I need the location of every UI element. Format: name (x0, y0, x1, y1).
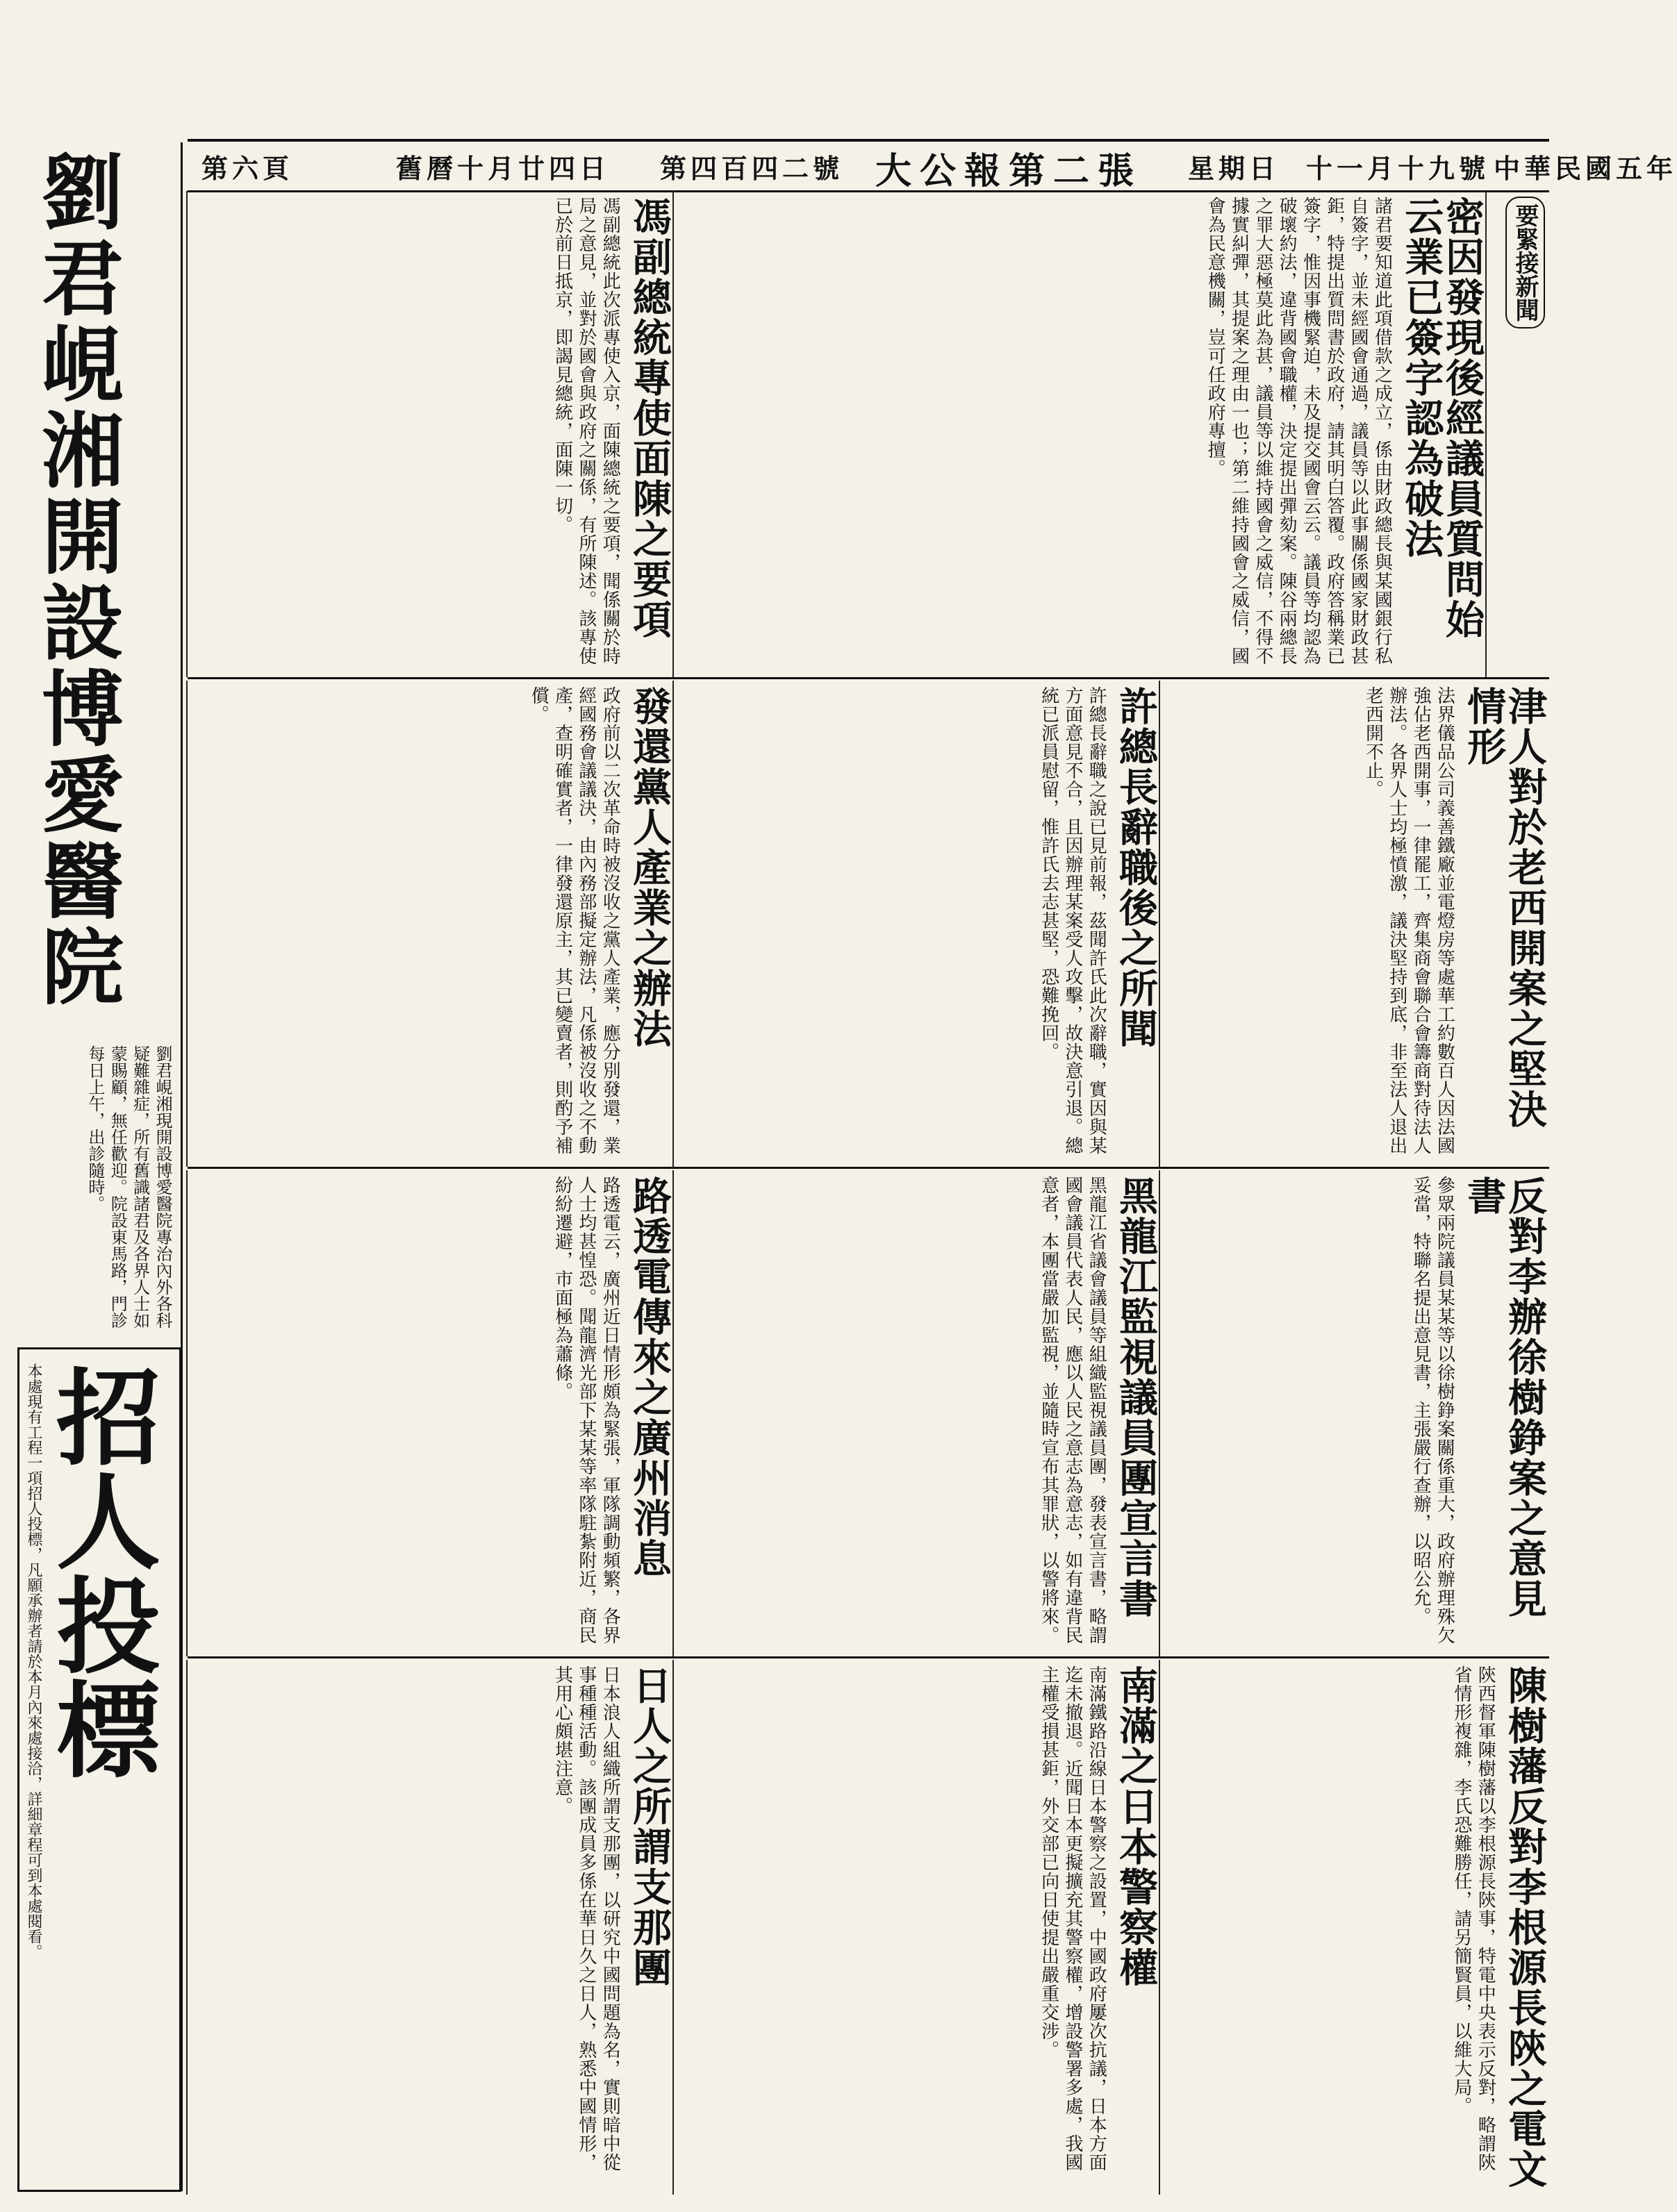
article-6 (1159, 1170, 1549, 1656)
section-tag-column (1485, 191, 1549, 677)
page-label: 第六頁 (201, 153, 294, 184)
tender-ad-title: 招人投標 (38, 1363, 160, 1780)
article-11-headline: 陳樹藩反對李根源長陝之電文 (1502, 1665, 1548, 2189)
article-6-body: 參眾兩院議員某某等以徐樹錚案關係重大，政府辦理殊欠妥當，特聯名提出意見書，主張嚴行查辦，以昭公允。 (1410, 1176, 1455, 1645)
article-9-body: 南滿鐵路沿線日本警察之設置，中國政府屢次抗議，日本方面迄未撤退。近聞日本更擬擴充其警察權，增設警署多處，我國主權受損甚鉅，外交部已向日使提出嚴重交涉。 (1038, 1665, 1107, 2172)
article-2 (186, 191, 674, 677)
article-11-body: 陝西督軍陳樹藩以李根源長陝事，特電中央表示反對，略謂陝省情形複雜，李氏恐難勝任，請另簡賢員，以維大局。 (1451, 1665, 1496, 2172)
article-7-body: 黑龍江省議會議員等組織監視議員團，發表宣言書，略謂國會議員代表人民，應以人民之意志為意志，如有違背民意者，本團當嚴加監視，並隨時宣布其罪狀，以警將來。 (1038, 1176, 1107, 1645)
article-1-body: 諸君要知道此項借款之成立，係由財政總長與某國銀行私自簽字，並未經國會通過，議員等以此事關係國家財政甚鉅，特提出質問書於政府，請其明白答覆。政府答稱業已簽字，惟因事機緊迫，未及提交國會云云。議員等均認為破壞約法，違背國會職權，決定提出彈劾案。陳谷兩總長之罪大惡極莫此為甚，議員等以維持國會之威信，不得不據實糾彈，其提案之理由一也；第二維持國會之威信，國會為民意機關，豈可任政府專擅。 (1205, 197, 1393, 665)
issue-number: 第四百四二號 (660, 153, 844, 184)
weekday: 星期日 (1188, 153, 1280, 184)
clinic-ad-title: 劉君峴湘開設博愛醫院 (28, 149, 124, 1011)
tender-ad-body: 本處現有工程一項招人投標，凡願承辦者請於本月內來處接洽，詳細章程可到本處閱看。 (25, 1363, 42, 1959)
article-5-headline: 發還黨人產業之辦法 (627, 686, 672, 1049)
masthead (188, 139, 1677, 192)
article-1-headline: 密因發現後經議員質問始云業已簽字認為破法 (1398, 197, 1485, 640)
new-calendar-date: 十一月十九號 (1306, 153, 1490, 184)
news-band-4 (188, 1660, 1549, 2195)
article-10 (186, 1660, 674, 2195)
article-5 (186, 681, 674, 1167)
article-4 (672, 681, 1160, 1167)
article-3-body: 法界儀品公司義善鐵廠並電燈房等處華工約數百人因法國強佔老西開事，一律罷工，齊集商會聯合會籌商對待法人辦法。各界人士均極憤激，議決堅持到底，非至法人退出老西開不止。 (1362, 686, 1455, 1155)
news-band-3 (188, 1170, 1549, 1658)
paper-name: 大公報第二張 (875, 150, 1143, 192)
article-2-body: 馮副總統此次派專使入京，面陳總統之要項，聞係關於時局之意見，並對於國會與政府之關係，有所陳述。該專使已於前日抵京，即謁見總統，面陳一切。 (552, 197, 621, 665)
article-9 (672, 1660, 1160, 2195)
article-8 (186, 1170, 674, 1656)
article-1 (672, 191, 1487, 677)
news-band-1 (188, 191, 1549, 679)
article-2-headline: 馮副總統專使面陳之要項 (627, 197, 672, 640)
article-3-headline: 津人對於老西開案之堅決情形 (1461, 686, 1548, 1129)
clinic-ad-body: 劉君峴湘現開設博愛醫院專治內外各科疑難雜症，所有舊識諸君及各界人士如蒙賜顧，無任歡迎。院設東馬路，門診每日上午，出診隨時。 (85, 1045, 172, 1329)
news-band-2 (188, 681, 1549, 1169)
article-8-headline: 路透電傳來之廣州消息 (627, 1176, 672, 1579)
article-4-headline: 許總長辭職後之所聞 (1113, 686, 1159, 1049)
article-10-body: 日本浪人組織所謂支那團，以研究中國問題為名，實則暗中從事種種活動。該團成員多係在華日久之日人，熟悉中國情形，其用心頗堪注意。 (552, 1665, 621, 2172)
article-4-body: 許總長辭職之說已見前報，茲聞許氏此次辭職，實因與某方面意見不合，且因辦理某案受人攻擊，故決意引退。總統已派員慰留，惟許氏去志甚堅，恐難挽回。 (1038, 686, 1107, 1155)
article-5-body: 政府前以二次革命時被沒收之黨人產業，應分別發還，業經國務會議議決，由內務部擬定辦法，凡係被沒收之不動產，查明確實者，一律發還原主，其已變賣者，則酌予補償。 (528, 686, 621, 1155)
republic-year: 中華民國五年 (1494, 153, 1677, 184)
article-7 (672, 1170, 1160, 1656)
article-3 (1159, 681, 1549, 1167)
article-9-headline: 南滿之日本警察權 (1113, 1665, 1159, 1988)
article-10-headline: 日人之所謂支那團 (627, 1665, 672, 1988)
advertisement-column (14, 142, 183, 2191)
important-news-tag: 要緊接新聞 (1505, 197, 1545, 329)
article-11 (1159, 1660, 1549, 2195)
article-8-body: 路透電云，廣州近日情形頗為緊張，軍隊調動頻繁，各界人士均甚惶恐。聞龍濟光部下某某等率隊駐紮附近，商民紛紛遷避，市面極為蕭條。 (552, 1176, 621, 1645)
old-calendar-date: 舊曆十月廿四日 (396, 153, 611, 184)
tender-ad-box (17, 1347, 181, 2192)
article-6-headline: 反對李辦徐樹錚案之意見書 (1461, 1176, 1548, 1619)
article-7-headline: 黑龍江監視議員團宣言書 (1113, 1176, 1159, 1619)
